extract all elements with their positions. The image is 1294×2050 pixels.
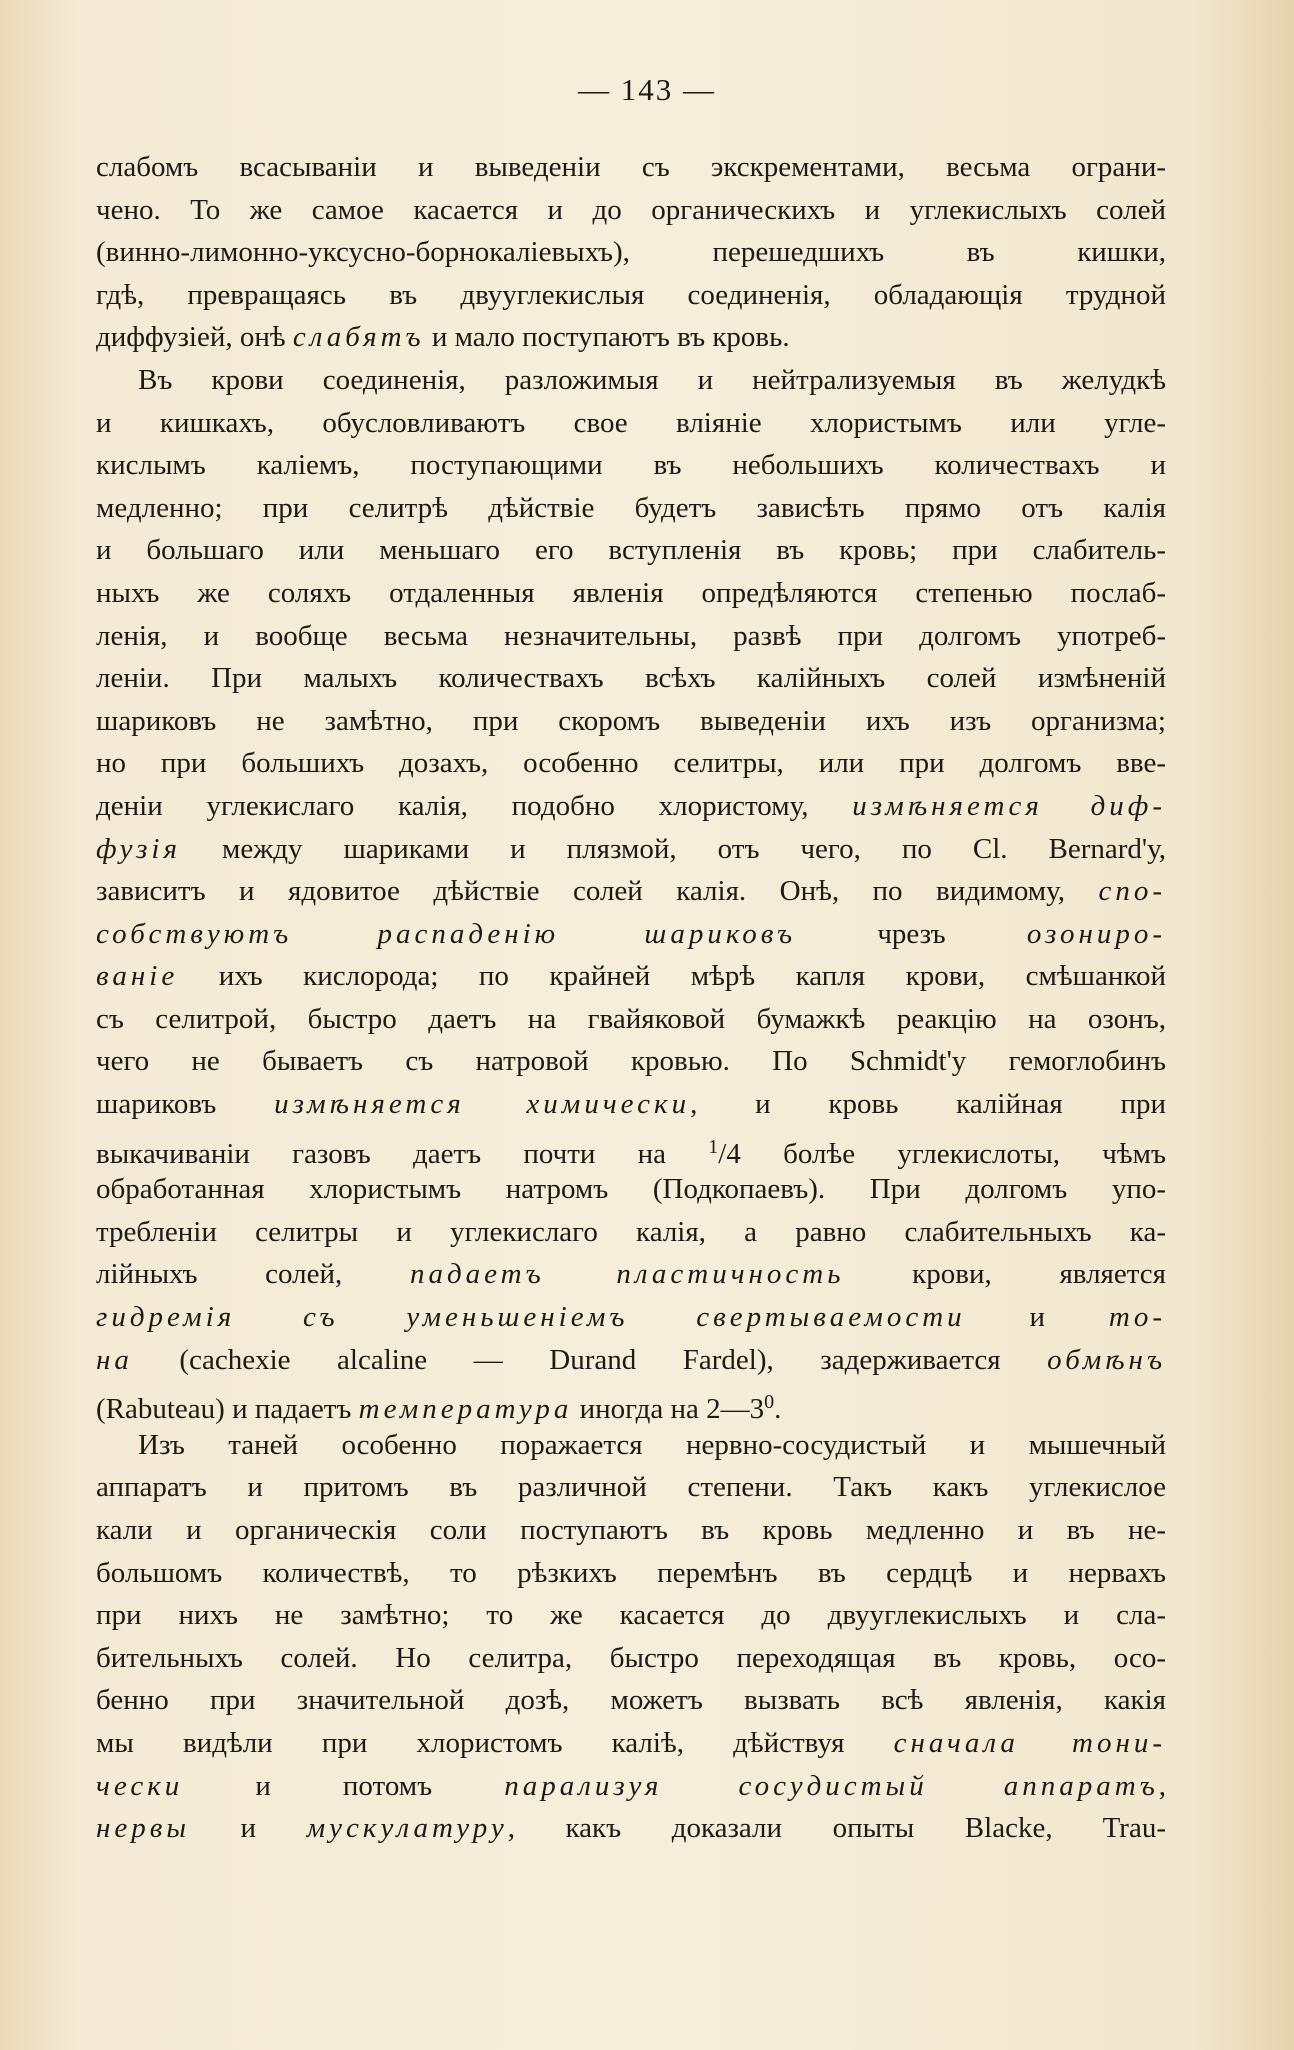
text-run: , и кровь калiйная при bbox=[690, 1088, 1167, 1121]
spaced-emphasis: сначала тони- bbox=[893, 1726, 1166, 1759]
text-run: , какъ доказали опыты Blacke, Trau- bbox=[507, 1812, 1166, 1845]
spaced-emphasis: собствуютъ распаденiю шариковъ bbox=[96, 917, 797, 950]
text-line bbox=[96, 955, 1166, 998]
text-run: медленно; при селитрѣ дѣйствiе будетъ зависѣть прямо отъ калiя bbox=[96, 491, 1166, 524]
text-run: ныхъ же соляхъ отдаленныя явленiя опредѣляются степенью послаб- bbox=[96, 576, 1166, 609]
text-line bbox=[96, 146, 1166, 189]
text-line bbox=[96, 700, 1166, 743]
spaced-emphasis: температура bbox=[358, 1393, 573, 1426]
text-run: Изъ таней особенно поражается нервно-сосудистый и мышечный bbox=[138, 1428, 1166, 1461]
spaced-emphasis: измѣняется химически bbox=[274, 1088, 691, 1121]
text-run: ленiи. При малыхъ количествахъ всѣхъ калiйныхъ солей измѣненiй bbox=[96, 662, 1166, 695]
spaced-emphasis: чески bbox=[96, 1769, 184, 1802]
spaced-emphasis: обмѣнъ bbox=[1047, 1343, 1166, 1376]
text-line bbox=[96, 359, 1166, 402]
text-line bbox=[96, 1466, 1166, 1509]
text-line bbox=[96, 1424, 1166, 1467]
spaced-emphasis: падаетъ пластичность bbox=[410, 1258, 845, 1291]
text-line bbox=[96, 572, 1166, 615]
text-line bbox=[96, 1594, 1166, 1637]
text-run: лiйныхъ солей, bbox=[96, 1258, 410, 1291]
text-line bbox=[96, 828, 1166, 871]
text-run: кислымъ калiемъ, поступающими въ небольшихъ количествахъ и bbox=[96, 449, 1166, 482]
text-run: мы видѣли при хлористомъ калiѣ, дѣйствуя bbox=[96, 1726, 894, 1759]
text-line bbox=[96, 785, 1166, 828]
superscript: 0 bbox=[764, 1391, 775, 1414]
text-line bbox=[96, 1296, 1166, 1339]
spaced-emphasis: нервы bbox=[96, 1812, 190, 1845]
text-line bbox=[96, 1679, 1166, 1722]
superscript: 1 bbox=[708, 1135, 719, 1158]
text-line bbox=[96, 231, 1166, 274]
text-line bbox=[96, 1509, 1166, 1552]
text-line bbox=[96, 1807, 1166, 1850]
text-line bbox=[96, 615, 1166, 658]
spaced-emphasis: слабятъ bbox=[292, 321, 425, 354]
text-run: между шариками и плязмой, отъ чего, по Cl. Bernard'у, bbox=[180, 832, 1166, 865]
text-run: ихъ кислорода; по крайней мѣрѣ капля крови, смѣшанкой bbox=[178, 960, 1166, 993]
text-run: и мало поступаютъ въ кровь. bbox=[424, 321, 790, 354]
text-line bbox=[96, 189, 1166, 232]
text-line bbox=[96, 1381, 1166, 1424]
text-run: большомъ количествѣ, то рѣзкихъ перемѣнъ въ сердцѣ и нервахъ bbox=[96, 1556, 1166, 1589]
spaced-emphasis: спо- bbox=[1098, 875, 1166, 908]
text-run: крови, является bbox=[844, 1258, 1167, 1291]
text-run: чено. То же самое касается и до органическихъ и углекислыхъ солей bbox=[96, 193, 1166, 226]
text-run: гдѣ, превращаясь въ двууглекислыя соединенiя, обладающiя трудной bbox=[96, 278, 1166, 311]
text-run: Въ крови соединенiя, разложимыя и нейтрализуемыя въ желудкѣ bbox=[138, 363, 1166, 396]
text-line bbox=[96, 742, 1166, 785]
text-line bbox=[96, 1552, 1166, 1595]
text-line bbox=[96, 529, 1166, 572]
body-text bbox=[96, 146, 1166, 1850]
text-run: . bbox=[774, 1393, 782, 1426]
spaced-emphasis: фузiя bbox=[96, 832, 181, 865]
text-run: и потомъ bbox=[183, 1769, 505, 1802]
text-line bbox=[96, 913, 1166, 956]
spaced-emphasis: ванiе bbox=[96, 960, 179, 993]
text-run: (Rabuteau) и падаетъ bbox=[96, 1393, 359, 1426]
text-run: но при большихъ дозахъ, особенно селитры, или при долгомъ вве- bbox=[96, 747, 1166, 780]
text-line bbox=[96, 274, 1166, 317]
spaced-emphasis: измѣняется диф- bbox=[852, 789, 1166, 822]
text-line bbox=[96, 444, 1166, 487]
text-run: аппаратъ и притомъ въ различной степени. Такъ какъ углекислое bbox=[96, 1471, 1166, 1504]
text-run: (cachexie alcaline — Durand Fardel), задерживается bbox=[132, 1343, 1048, 1376]
text-line bbox=[96, 657, 1166, 700]
page-number: — 143 — bbox=[578, 72, 716, 107]
spaced-emphasis: озониро- bbox=[1026, 917, 1166, 950]
text-line bbox=[96, 1040, 1166, 1083]
text-line bbox=[96, 402, 1166, 445]
text-line bbox=[96, 1168, 1166, 1211]
text-run: требленiи селитры и углекислаго калiя, а равно слабительныхъ ка- bbox=[96, 1215, 1166, 1248]
text-line bbox=[96, 1253, 1166, 1296]
text-run: при нихъ не замѣтно; то же касается до двууглекислыхъ и сла- bbox=[96, 1599, 1166, 1632]
text-line bbox=[96, 1722, 1166, 1765]
text-line bbox=[96, 1765, 1166, 1808]
text-run: и bbox=[965, 1301, 1109, 1334]
text-line bbox=[96, 487, 1166, 530]
text-run: кали и органическiя соли поступаютъ въ кровь медленно и въ не- bbox=[96, 1514, 1166, 1546]
spaced-emphasis: на bbox=[96, 1343, 133, 1376]
text-line bbox=[96, 316, 1166, 359]
text-line bbox=[96, 1083, 1166, 1126]
text-run: иногда на 2—3 bbox=[572, 1393, 765, 1426]
text-line bbox=[96, 1339, 1166, 1382]
text-run: /4 болѣе углекислоты, чѣмъ bbox=[718, 1137, 1166, 1170]
spaced-emphasis: мускулатуру bbox=[306, 1812, 508, 1845]
text-run: слабомъ всасыванiи и выведенiи съ экскрементами, весьма ограни- bbox=[96, 151, 1166, 183]
text-run: обработанная хлористымъ натромъ (Подкопаевъ). При долгомъ упо- bbox=[96, 1173, 1166, 1206]
text-run: шариковъ не замѣтно, при скоромъ выведенiи ихъ изъ организма; bbox=[96, 704, 1166, 737]
spaced-emphasis: парализуя сосудистый аппаратъ bbox=[504, 1769, 1159, 1802]
text-run: денiи углекислаго калiя, подобно хлористому, bbox=[96, 789, 853, 822]
text-run: шариковъ bbox=[96, 1088, 275, 1121]
text-run: чрезъ bbox=[796, 917, 1027, 950]
text-line bbox=[96, 1126, 1166, 1169]
text-line bbox=[96, 1637, 1166, 1680]
text-run: чего не бываетъ съ натровой кровью. По Schmidt'у гемоглобинъ bbox=[96, 1045, 1166, 1078]
text-line bbox=[96, 1211, 1166, 1254]
text-run: , bbox=[1158, 1769, 1167, 1802]
text-line bbox=[96, 870, 1166, 913]
text-run: и большаго или меньшаго его вступленiя въ кровь; при слабитель- bbox=[96, 534, 1166, 567]
spaced-emphasis: то- bbox=[1108, 1301, 1166, 1334]
text-run: съ селитрой, быстро даетъ на гвайяковой бумажкѣ реакцiю на озонъ, bbox=[96, 1002, 1166, 1035]
text-run: и кишкахъ, обусловливаютъ свое влiянiе хлористымъ или угле- bbox=[96, 406, 1166, 439]
text-run: диффузiей, онѣ bbox=[96, 321, 293, 354]
text-run: выкачиванiи газовъ даетъ почти на bbox=[96, 1137, 709, 1170]
text-run: (винно-лимонно-уксусно-борнокалiевыхъ), перешедшихъ въ кишки, bbox=[96, 236, 1166, 269]
text-run: и bbox=[190, 1812, 307, 1845]
text-line bbox=[96, 998, 1166, 1041]
text-run: бительныхъ солей. Но селитра, быстро переходящая въ кровь, осо- bbox=[96, 1641, 1166, 1674]
text-run: ленiя, и вообще весьма незначительны, развѣ при долгомъ употреб- bbox=[96, 619, 1166, 652]
text-run: бенно при значительной дозѣ, можетъ вызвать всѣ явленiя, какiя bbox=[96, 1684, 1166, 1717]
spaced-emphasis: гидремiя съ уменьшенiемъ свертываемости bbox=[96, 1301, 966, 1334]
text-run: зависитъ и ядовитое дѣйствiе солей калiя. Онѣ, по видимому, bbox=[96, 875, 1099, 908]
